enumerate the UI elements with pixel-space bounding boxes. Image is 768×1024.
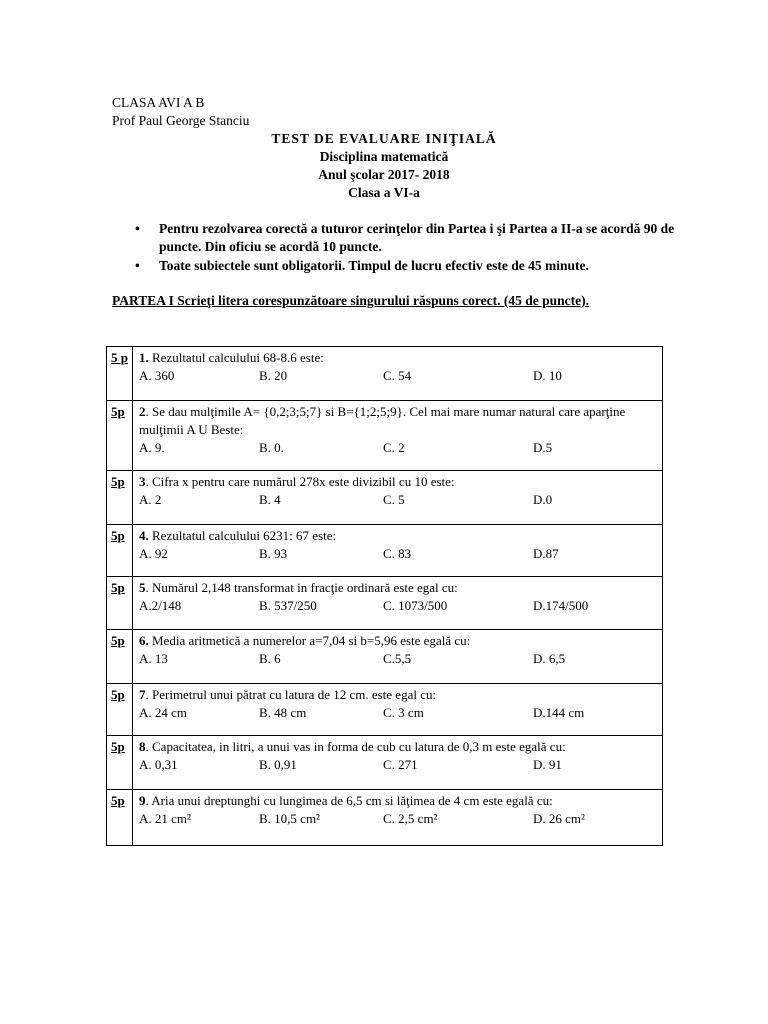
answer-option: C. 271 [383,757,418,772]
answer-option: A. 92 [139,546,168,561]
answer-option: A. 13 [139,651,168,666]
answer-option: A. 0,31 [139,757,178,772]
answer-option: B. 0,91 [259,757,297,772]
question-row [107,736,663,790]
question-row [107,347,663,401]
question-statement: . Perimetrul unui pătrat cu latura de 12 cm. este egal cu: [145,687,437,702]
question-text [139,473,656,491]
question-statement: . Capacitatea, in litri, a unui vas in forma de cub cu latura de 0,3 m este egală cu: [145,739,566,754]
answer-option: D. 10 [533,368,562,383]
question-points: 5p [107,736,133,790]
question-cell [133,736,663,790]
answer-options [139,439,656,457]
answer-option: D. 6,5 [533,651,566,666]
grade: Clasa a VI-a [348,185,420,200]
answer-option: C. 54 [383,368,412,383]
header-left [112,94,249,130]
question-cell [133,347,663,401]
instructions-list [135,220,675,276]
question-statement: . Aria unui dreptunghi cu lungimea de 6,5 cm si lăţimea de 4 cm este egală cu: [145,793,553,808]
question-row [107,577,663,630]
question-text [139,527,656,545]
question-points: 5p [107,577,133,630]
answer-option: A.2/148 [139,598,182,613]
test-title: TEST DE EVALUARE INIŢIALĂ [271,131,497,146]
question-row [107,401,663,471]
school-year: Anul şcolar 2017- 2018 [318,167,450,182]
answer-option: C.5,5 [383,651,412,666]
instruction-item: • Toate subiectele sunt obligatorii. Timpul de lucru efectiv este de 45 minute. [135,257,675,275]
question-text [139,403,656,439]
question-row [107,790,663,846]
question-points: 5p [107,401,133,471]
question-row [107,684,663,736]
question-number: 7 [139,687,146,702]
answer-options [139,756,656,774]
question-number: 6. [139,633,149,648]
question-number: 8 [139,739,146,754]
answer-option: B. 537/250 [259,598,317,613]
question-points: 5p [107,684,133,736]
answer-option: D.5 [533,440,553,455]
discipline: Disciplina matematică [319,149,449,164]
answer-option: C. 83 [383,546,412,561]
answer-option: A. 24 cm [139,705,188,720]
questions-table [106,346,663,846]
question-cell [133,630,663,684]
answer-option: D.0 [533,492,553,507]
question-number: 4. [139,528,149,543]
class-line: CLASA AVI A B [112,95,205,110]
question-text [139,738,656,756]
question-points: 5p [107,525,133,577]
answer-option: C. 2 [383,440,405,455]
answer-option: D. 91 [533,757,562,772]
question-text [139,686,656,704]
teacher-name: Prof Paul George Stanciu [112,113,250,128]
part1-heading: PARTEA I Scrieţi litera corespunzătoare singurului răspuns corect. (45 de puncte). [112,293,590,308]
answer-options [139,367,656,385]
question-points: 5p [107,630,133,684]
question-cell [133,471,663,525]
header-center [0,130,768,202]
question-row [107,525,663,577]
question-number: 5 [139,580,146,595]
question-text [139,632,656,650]
question-text [139,349,656,367]
question-statement: Rezultatul calculului 6231: 67 este: [148,528,337,543]
question-statement: . Cifra x pentru care numărul 278x este divizibil cu 10 este: [145,474,455,489]
answer-option: A. 9. [139,440,165,455]
question-row [107,471,663,525]
answer-option: C. 3 cm [383,705,424,720]
answer-option: B. 4 [259,492,281,507]
answer-option: C. 1073/500 [383,598,448,613]
answer-option: A. 2 [139,492,162,507]
answer-option: D.144 cm [533,705,585,720]
answer-option: D.87 [533,546,559,561]
question-number: 9 [139,793,146,808]
question-statement: Media aritmetică a numerelor a=7,04 si b=5,96 este egală cu: [148,633,471,648]
answer-option: D. 26 cm² [533,811,585,826]
answer-option: D.174/500 [533,598,589,613]
question-statement: . Se dau mulţimile A= {0,2;3;5;7} si B={1;2;5;9}. Cel mai mare numar natural care aparţine mulţimii A U Beste: [139,404,626,437]
instruction-item: • Pentru rezolvarea corectă a tuturor cerinţelor din Partea i şi Partea a II-a se acordă 90 de puncte. Din oficiu se acordă 10 puncte. [135,220,675,256]
question-cell [133,401,663,471]
answer-option: B. 6 [259,651,281,666]
answer-option: A. 21 cm² [139,811,191,826]
answer-option: B. 93 [259,546,288,561]
question-text [139,792,656,810]
question-cell [133,684,663,736]
answer-options [139,704,656,722]
question-statement: . Numărul 2,148 transformat in fracţie ordinară este egal cu: [145,580,458,595]
question-points: 5 p [107,347,133,401]
answer-option: B. 10,5 cm² [259,811,320,826]
question-statement: Rezultatul calculului 68-8.6 este: [148,350,324,365]
question-row [107,630,663,684]
question-points: 5p [107,790,133,846]
question-number: 1. [139,350,149,365]
question-text [139,579,656,597]
answer-options [139,810,656,828]
question-number: 2 [139,404,146,419]
answer-option: C. 5 [383,492,405,507]
answer-option: A. 360 [139,368,175,383]
answer-options [139,597,656,615]
answer-options [139,650,656,668]
question-cell [133,525,663,577]
answer-option: C. 2,5 cm² [383,811,438,826]
question-cell [133,790,663,846]
question-points: 5p [107,471,133,525]
answer-option: B. 48 cm [259,705,307,720]
question-cell [133,577,663,630]
answer-option: B. 0. [259,440,284,455]
answer-option: B. 20 [259,368,288,383]
answer-options [139,545,656,563]
answer-options [139,491,656,509]
question-number: 3 [139,474,146,489]
